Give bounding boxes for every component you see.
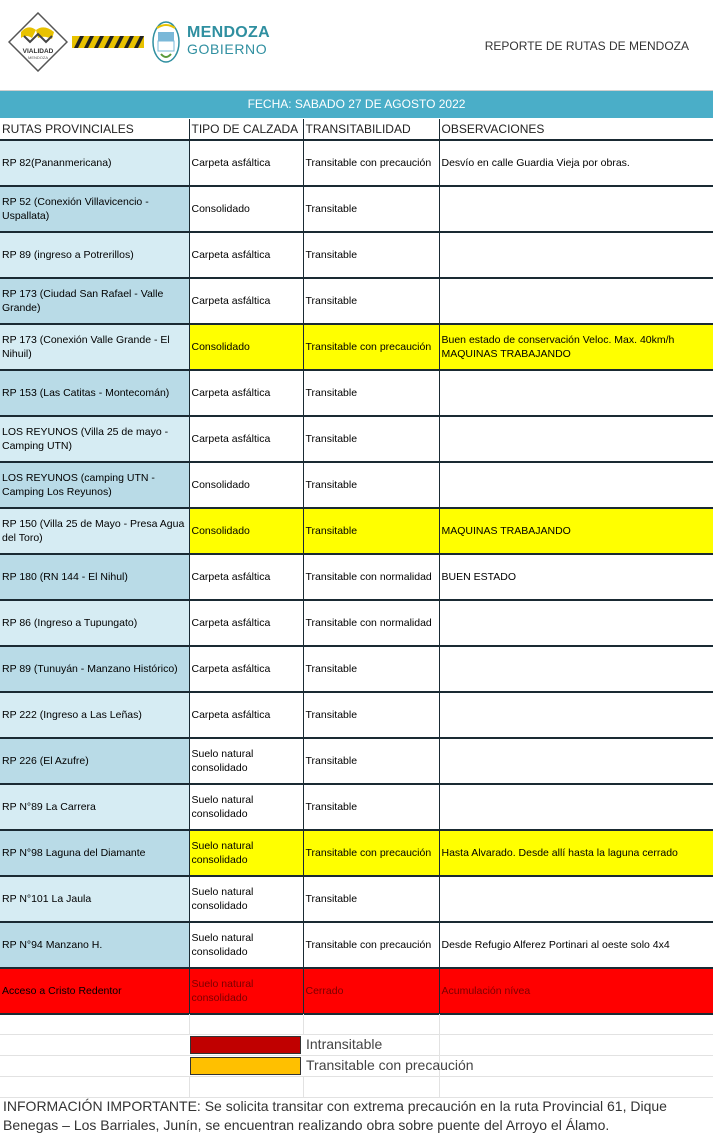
route-cell: Acceso a Cristo Redentor [0, 968, 189, 1014]
table-row [0, 554, 713, 600]
route-cell: RP N°89 La Carrera [0, 784, 189, 830]
observaciones-cell [439, 646, 713, 692]
legend [0, 1014, 713, 1098]
gov-subtitle: GOBIERNO [187, 41, 268, 57]
calzada-cell: Carpeta asfáltica [189, 140, 303, 186]
report-title: REPORTE DE RUTAS DE MENDOZA [484, 39, 689, 53]
report-header [0, 0, 713, 91]
route-cell: RP 82(Pananmericana) [0, 140, 189, 186]
table-row [0, 922, 713, 968]
mendoza-shield-icon [152, 20, 180, 64]
transitabilidad-cell: Transitable con precaución [303, 922, 439, 968]
observaciones-cell: Acumulación nívea [439, 968, 713, 1014]
route-cell: LOS REYUNOS (Villa 25 de mayo - Camping UTN) [0, 416, 189, 462]
legend-label-precaucion: Transitable con precaución [306, 1057, 474, 1073]
observaciones-cell: Hasta Alvarado. Desde allí hasta la laguna cerrado [439, 830, 713, 876]
observaciones-cell: Buen estado de conservación Veloc. Max. 40km/h MAQUINAS TRABAJANDO [439, 324, 713, 370]
column-header-calzada: TIPO DE CALZADA [189, 119, 303, 140]
calzada-cell: Carpeta asfáltica [189, 554, 303, 600]
calzada-cell: Carpeta asfáltica [189, 646, 303, 692]
transitabilidad-cell: Transitable con precaución [303, 140, 439, 186]
legend-spacer-row [0, 1014, 713, 1035]
transitabilidad-cell: Transitable [303, 738, 439, 784]
route-cell: RP 222 (Ingreso a Las Leñas) [0, 692, 189, 738]
vialidad-logo [8, 12, 68, 72]
legend-swatch-red [190, 1036, 301, 1054]
legend-swatch-orange [190, 1057, 301, 1075]
gov-name: MENDOZA [187, 24, 270, 41]
calzada-cell: Carpeta asfáltica [189, 278, 303, 324]
observaciones-cell [439, 232, 713, 278]
calzada-cell: Carpeta asfáltica [189, 416, 303, 462]
route-cell: RP 173 (Conexión Valle Grande - El Nihuil) [0, 324, 189, 370]
calzada-cell: Suelo natural consolidado [189, 968, 303, 1014]
table-row [0, 784, 713, 830]
column-header-rutas: RUTAS PROVINCIALES [0, 119, 189, 140]
transitabilidad-cell: Transitable con normalidad [303, 554, 439, 600]
table-row [0, 140, 713, 186]
calzada-cell: Carpeta asfáltica [189, 692, 303, 738]
observaciones-cell [439, 370, 713, 416]
table-row [0, 370, 713, 416]
route-cell: LOS REYUNOS (camping UTN - Camping Los Reyunos) [0, 462, 189, 508]
legend-item-intransitable [0, 1035, 713, 1056]
route-cell: RP 89 (ingreso a Potrerillos) [0, 232, 189, 278]
transitabilidad-cell: Transitable [303, 508, 439, 554]
observaciones-cell: Desvío en calle Guardia Vieja por obras. [439, 140, 713, 186]
legend-label-intransitable: Intransitable [306, 1036, 383, 1052]
route-cell: RP 173 (Ciudad San Rafael - Valle Grande) [0, 278, 189, 324]
calzada-cell: Suelo natural consolidado [189, 784, 303, 830]
observaciones-cell: BUEN ESTADO [439, 554, 713, 600]
calzada-cell: Consolidado [189, 324, 303, 370]
observaciones-cell [439, 692, 713, 738]
table-row [0, 692, 713, 738]
route-cell: RP 153 (Las Catitas - Montecomán) [0, 370, 189, 416]
observaciones-cell [439, 462, 713, 508]
table-row [0, 738, 713, 784]
route-cell: RP 89 (Tunuyán - Manzano Histórico) [0, 646, 189, 692]
table-row [0, 324, 713, 370]
column-header-transitabilidad: TRANSITABILIDAD [303, 119, 439, 140]
route-cell: RP 150 (Villa 25 de Mayo - Presa Agua del Toro) [0, 508, 189, 554]
table-row [0, 876, 713, 922]
table-row [0, 508, 713, 554]
table-row [0, 462, 713, 508]
route-cell: RP N°98 Laguna del Diamante [0, 830, 189, 876]
observaciones-cell [439, 186, 713, 232]
date-bar: FECHA: SABADO 27 DE AGOSTO 2022 [0, 91, 713, 118]
calzada-cell: Carpeta asfáltica [189, 600, 303, 646]
table-row [0, 646, 713, 692]
observaciones-cell: Desde Refugio Alferez Portinari al oeste solo 4x4 [439, 922, 713, 968]
observaciones-cell: MAQUINAS TRABAJANDO [439, 508, 713, 554]
transitabilidad-cell: Transitable [303, 370, 439, 416]
legend-spacer-row [0, 1077, 713, 1098]
transitabilidad-cell: Transitable con normalidad [303, 600, 439, 646]
observaciones-cell [439, 738, 713, 784]
calzada-cell: Carpeta asfáltica [189, 370, 303, 416]
calzada-cell: Suelo natural consolidado [189, 830, 303, 876]
table-row [0, 830, 713, 876]
observaciones-cell [439, 416, 713, 462]
observaciones-cell [439, 876, 713, 922]
table-row [0, 968, 713, 1014]
transitabilidad-cell: Transitable [303, 646, 439, 692]
transitabilidad-cell: Transitable [303, 784, 439, 830]
route-cell: RP 52 (Conexión Villavicencio - Uspallata) [0, 186, 189, 232]
calzada-cell: Carpeta asfáltica [189, 232, 303, 278]
transitabilidad-cell: Transitable [303, 876, 439, 922]
observaciones-cell [439, 278, 713, 324]
transitabilidad-cell: Transitable con precaución [303, 830, 439, 876]
observaciones-cell [439, 784, 713, 830]
calzada-cell: Suelo natural consolidado [189, 876, 303, 922]
table-row [0, 278, 713, 324]
transitabilidad-cell: Transitable [303, 278, 439, 324]
calzada-cell: Suelo natural consolidado [189, 738, 303, 784]
important-info: INFORMACIÓN IMPORTANTE: Se solicita transitar con extrema precaución en la ruta Provincial 61, Dique Benegas – Los Barriales, Junín, se encuentran realizando obra sobre puente del Arroyo el Álamo. [3, 1098, 667, 1133]
hazard-stripes-icon [72, 36, 144, 48]
transitabilidad-cell: Transitable [303, 416, 439, 462]
routes-table [0, 119, 713, 1015]
table-header-row [0, 119, 713, 140]
calzada-cell: Consolidado [189, 186, 303, 232]
route-cell: RP N°94 Manzano H. [0, 922, 189, 968]
observaciones-cell [439, 600, 713, 646]
calzada-cell: Consolidado [189, 462, 303, 508]
transitabilidad-cell: Transitable [303, 186, 439, 232]
route-cell: RP 86 (Ingreso a Tupungato) [0, 600, 189, 646]
route-cell: RP 180 (RN 144 - El Nihul) [0, 554, 189, 600]
transitabilidad-cell: Transitable con precaución [303, 324, 439, 370]
column-header-observaciones: OBSERVACIONES [439, 119, 713, 140]
logo-subtext: MENDOZA [28, 55, 48, 60]
transitabilidad-cell: Cerrado [303, 968, 439, 1014]
legend-item-precaucion [0, 1056, 713, 1077]
route-cell: RP N°101 La Jaula [0, 876, 189, 922]
table-row [0, 232, 713, 278]
table-row [0, 600, 713, 646]
table-row [0, 186, 713, 232]
transitabilidad-cell: Transitable [303, 692, 439, 738]
table-row [0, 416, 713, 462]
route-cell: RP 226 (El Azufre) [0, 738, 189, 784]
logo-text: VIALIDAD [22, 48, 54, 55]
transitabilidad-cell: Transitable [303, 462, 439, 508]
calzada-cell: Consolidado [189, 508, 303, 554]
calzada-cell: Suelo natural consolidado [189, 922, 303, 968]
transitabilidad-cell: Transitable [303, 232, 439, 278]
